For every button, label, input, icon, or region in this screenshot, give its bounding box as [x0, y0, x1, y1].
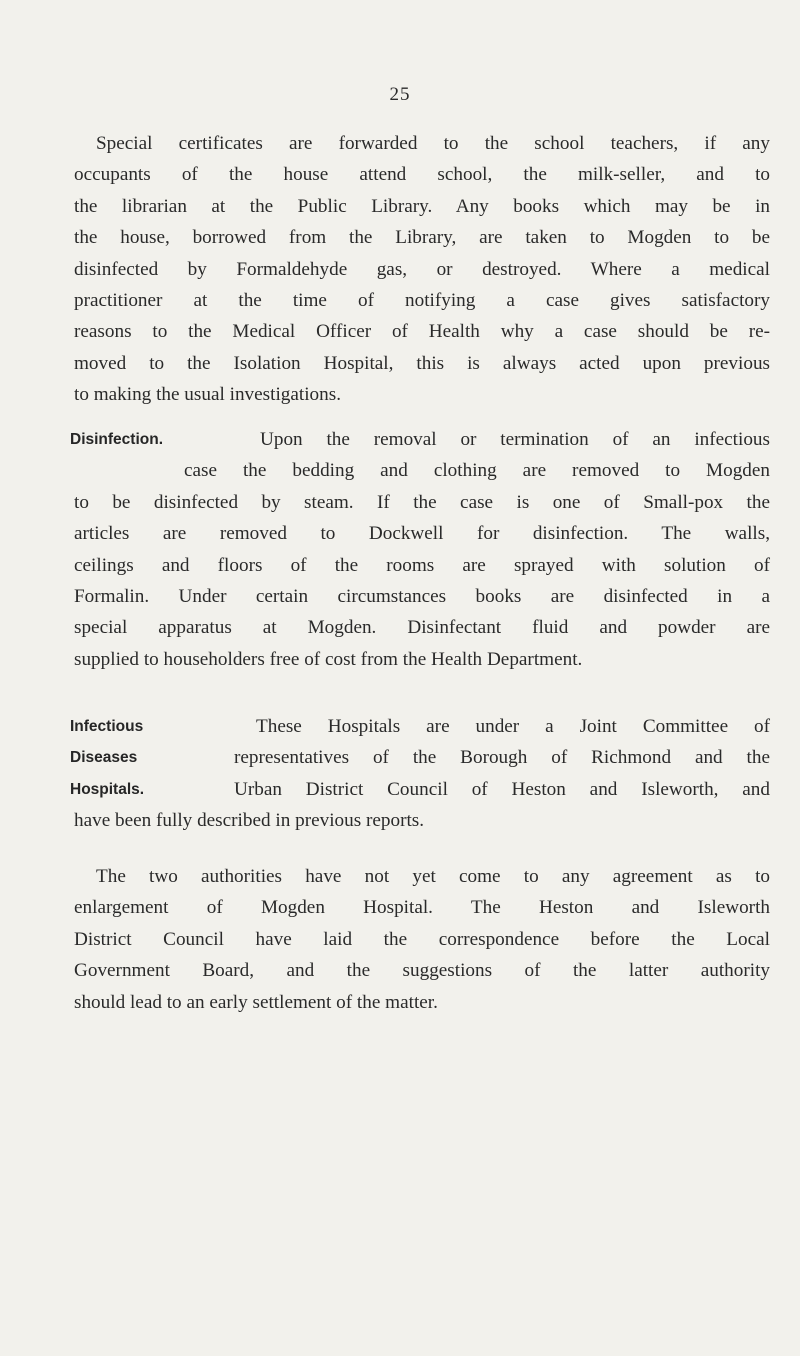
text-line: Upon the removal or termination of an infectious [260, 429, 770, 450]
side-heading-line: Diseases [70, 749, 138, 767]
text-line: the librarian at the Public Library. Any books which may be in [74, 195, 770, 217]
text-line: occupants of the house attend school, the milk-seller, and to [74, 164, 770, 186]
text-line: should lead to an early settlement of the matter. [74, 991, 438, 1013]
text-line: articles are removed to Dockwell for disinfection. The walls, [74, 523, 770, 545]
text-line: District Council have laid the correspondence before the Local [74, 928, 770, 950]
text-line: to be disinfected by steam. If the case is one of Small-pox the [74, 491, 770, 513]
side-heading-disinfection: Disinfection. [70, 431, 164, 448]
text-line: reasons to the Medical Officer of Health why a case should be re- [74, 321, 770, 343]
text-line: enlargement of Mogden Hospital. The Heston and Isleworth [74, 897, 770, 919]
side-heading-line: Hospitals. [70, 780, 145, 798]
text-line: Formalin. Under certain circumstances books are disinfected in a [74, 586, 770, 608]
text-line: Government Board, and the suggestions of the latter authority [74, 960, 770, 982]
text-line: These Hospitals are under a Joint Committee of [256, 716, 770, 737]
text-line: representatives of the Borough of Richmond and the [234, 747, 770, 769]
text-line: supplied to householders free of cost from the Health Department. [74, 648, 583, 670]
text-line: practitioner at the time of notifying a case gives satisfactory [74, 290, 770, 312]
text-line: Urban District Council of Heston and Isleworth, and [234, 778, 770, 800]
text-line: case the bedding and clothing are removed to Mogden [184, 460, 770, 482]
paragraph-certificates [74, 128, 770, 411]
page-number: 25 [389, 84, 411, 105]
paragraph-hospitals [74, 711, 770, 837]
text-line: have been fully described in previous reports. [74, 810, 425, 832]
text-line: The two authorities have not yet come to any agreement as to [96, 866, 770, 887]
text-line: ceilings and floors of the rooms are sprayed with solution of [74, 554, 770, 576]
text-line: special apparatus at Mogden. Disinfectant fluid and powder are [74, 617, 770, 639]
text-line: the house, borrowed from the Library, are taken to Mogden to be [74, 227, 770, 249]
text-line: to making the usual investigations. [74, 384, 341, 406]
text-line: disinfected by Formaldehyde gas, or destroyed. Where a medical [74, 258, 770, 280]
text-line: moved to the Isolation Hospital, this is always acted upon previous [74, 352, 770, 374]
text-line: Special certificates are forwarded to the school teachers, if any [96, 133, 770, 154]
paragraph-mogden-enlargement [74, 861, 770, 1018]
side-heading-line: Infectious [70, 718, 144, 735]
paragraph-disinfection [74, 424, 770, 675]
